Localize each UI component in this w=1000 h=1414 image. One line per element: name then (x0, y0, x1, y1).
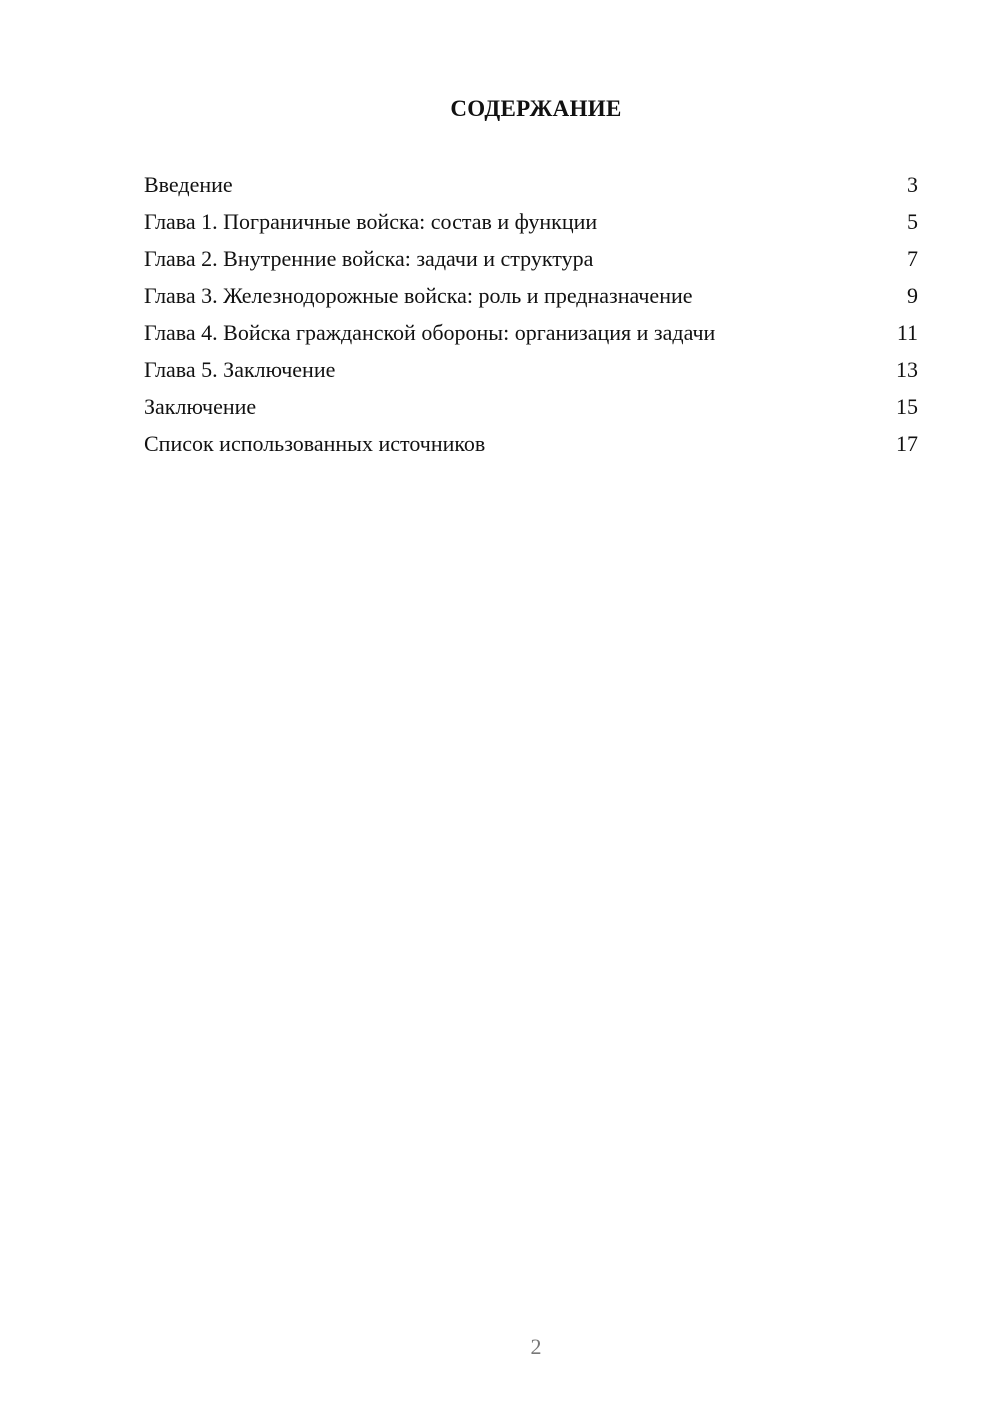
toc-entry-page: 5 (907, 209, 918, 234)
toc-entry[interactable] (144, 316, 918, 353)
toc-entry[interactable] (144, 427, 918, 464)
toc-entry[interactable] (144, 168, 918, 205)
table-of-contents (144, 168, 918, 464)
toc-entry[interactable] (144, 390, 918, 427)
toc-entry-page: 13 (896, 357, 918, 382)
toc-entry[interactable] (144, 205, 918, 242)
toc-entry-title: Заключение (144, 394, 257, 419)
toc-entry-page: 11 (896, 320, 918, 345)
toc-entry-title: Глава 3. Железнодорожные войска: роль и предназначение (144, 283, 693, 308)
toc-entry-title: Введение (144, 172, 233, 197)
toc-entry-title: Глава 4. Войска гражданской обороны: организация и задачи (144, 320, 716, 345)
toc-entry[interactable] (144, 353, 918, 390)
toc-entry-page: 7 (907, 246, 918, 271)
toc-heading: СОДЕРЖАНИЕ (450, 96, 622, 121)
toc-entry-title: Глава 5. Заключение (144, 357, 336, 382)
toc-entry[interactable] (144, 242, 918, 279)
toc-entry-title: Глава 2. Внутренние войска: задачи и структура (144, 246, 594, 271)
page-number: 2 (530, 1334, 542, 1359)
toc-entry-page: 17 (896, 431, 918, 456)
toc-entry[interactable] (144, 279, 918, 316)
toc-entry-page: 3 (907, 172, 918, 197)
toc-entry-title: Список использованных источников (144, 431, 486, 456)
toc-entry-title: Глава 1. Пограничные войска: состав и функции (144, 209, 598, 234)
toc-entry-page: 15 (896, 394, 918, 419)
toc-entry-page: 9 (907, 283, 918, 308)
